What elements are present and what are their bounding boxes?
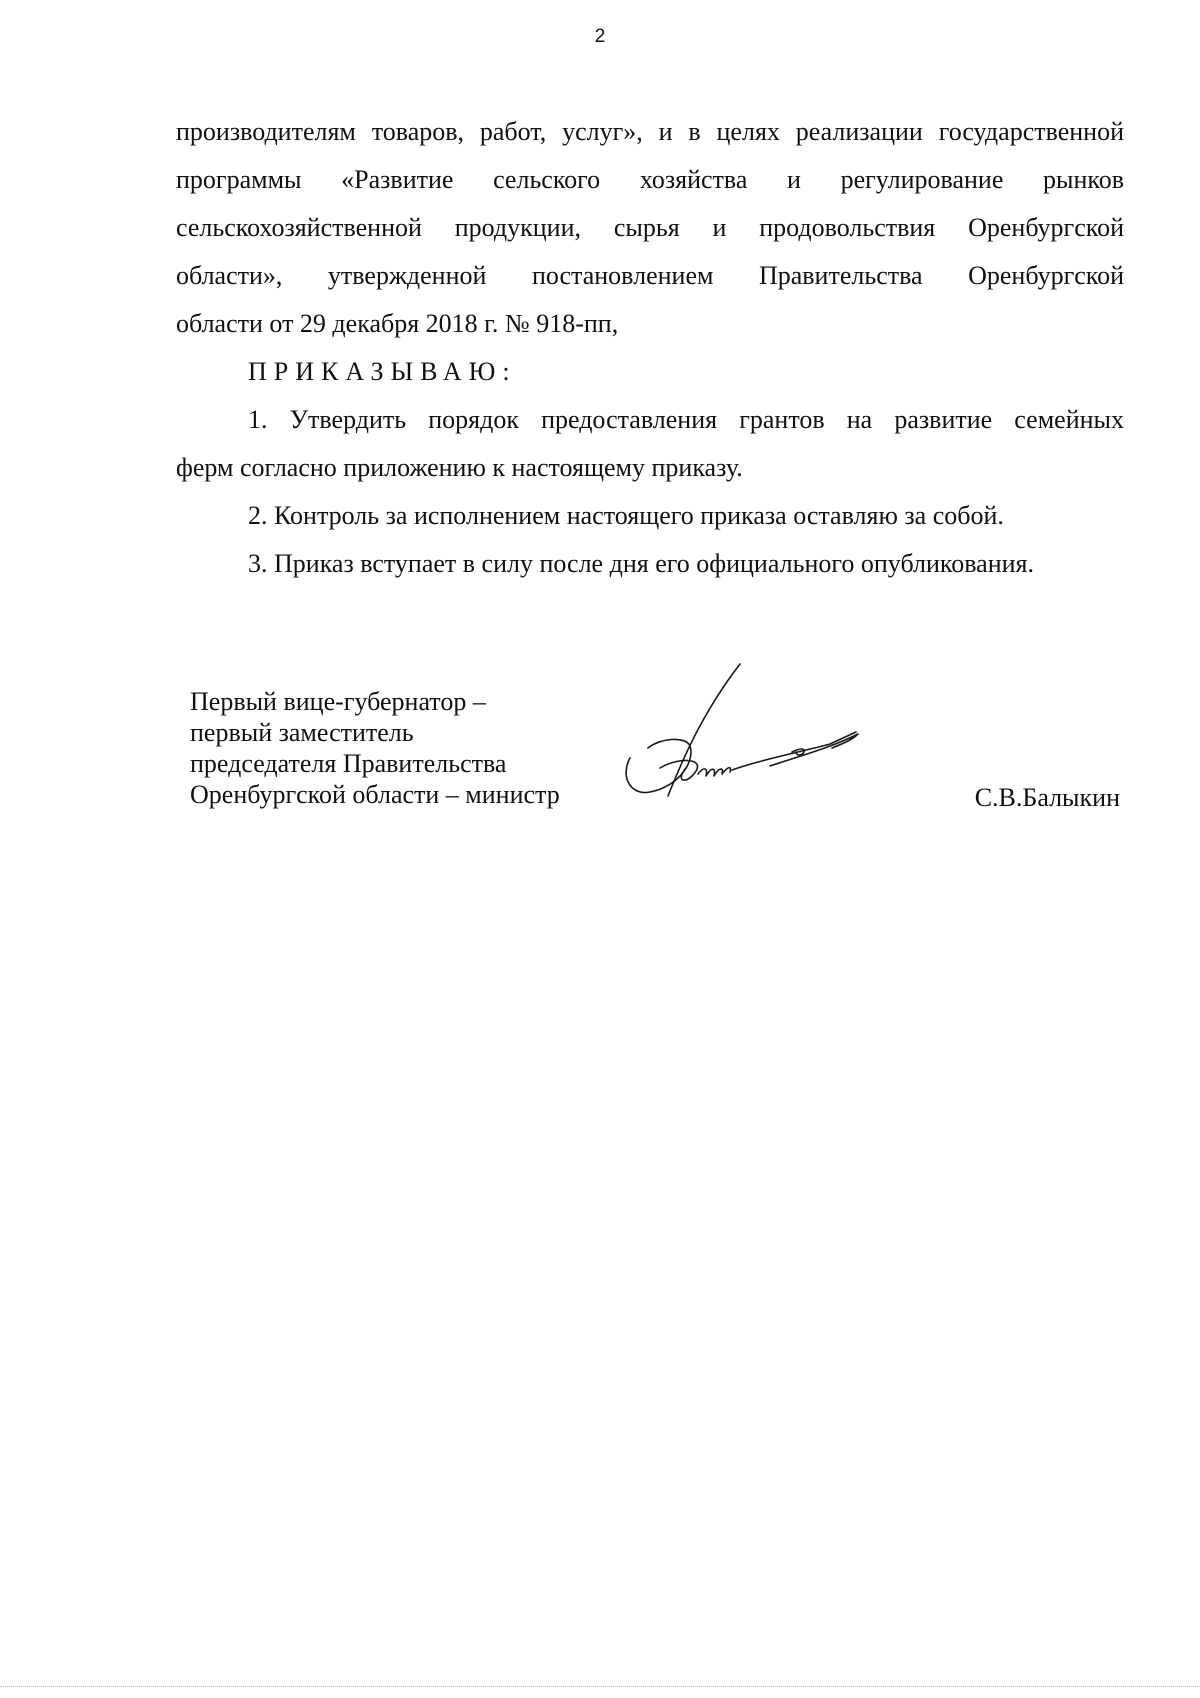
item-2: 2. Контроль за исполнением настоящего приказа оставляю за собой.	[248, 501, 1004, 530]
preamble-line: области», утвержденной постановлением Правительства Оренбургской	[176, 261, 1124, 290]
signature-block	[190, 686, 1120, 836]
item-1	[176, 396, 1124, 492]
page-number: 2	[594, 26, 606, 47]
item-1-line: 1. Утвердить порядок предоставления грантов на развитие семейных	[248, 405, 1124, 434]
preamble-paragraph	[176, 108, 1124, 348]
document-body	[176, 108, 1124, 588]
decree-heading: ПРИКАЗЫВАЮ:	[248, 357, 517, 386]
preamble-line: сельскохозяйственной продукции, сырья и продовольствия Оренбургской	[176, 213, 1124, 242]
signer-position-line: Первый вице-губернатор –	[190, 687, 486, 716]
signer-position-line: председателя Правительства	[190, 749, 507, 778]
item-1-line: ферм согласно приложению к настоящему приказу.	[176, 453, 743, 482]
handwritten-signature	[620, 656, 880, 816]
signer-position-line: первый заместитель	[190, 718, 414, 747]
signer-position-line: Оренбургской области – министр	[190, 780, 560, 809]
item-3: 3. Приказ вступает в силу после дня его официального опубликования.	[248, 549, 1034, 578]
signer-position	[190, 686, 560, 810]
preamble-line: области от 29 декабря 2018 г. № 918-пп,	[176, 309, 619, 338]
preamble-line: производителям товаров, работ, услуг», и в целях реализации государственной	[176, 117, 1124, 146]
scan-bottom-edge	[0, 1686, 1200, 1687]
signer-name: С.В.Балыкин	[974, 783, 1120, 812]
preamble-line: программы «Развитие сельского хозяйства и регулирование рынков	[176, 165, 1124, 194]
